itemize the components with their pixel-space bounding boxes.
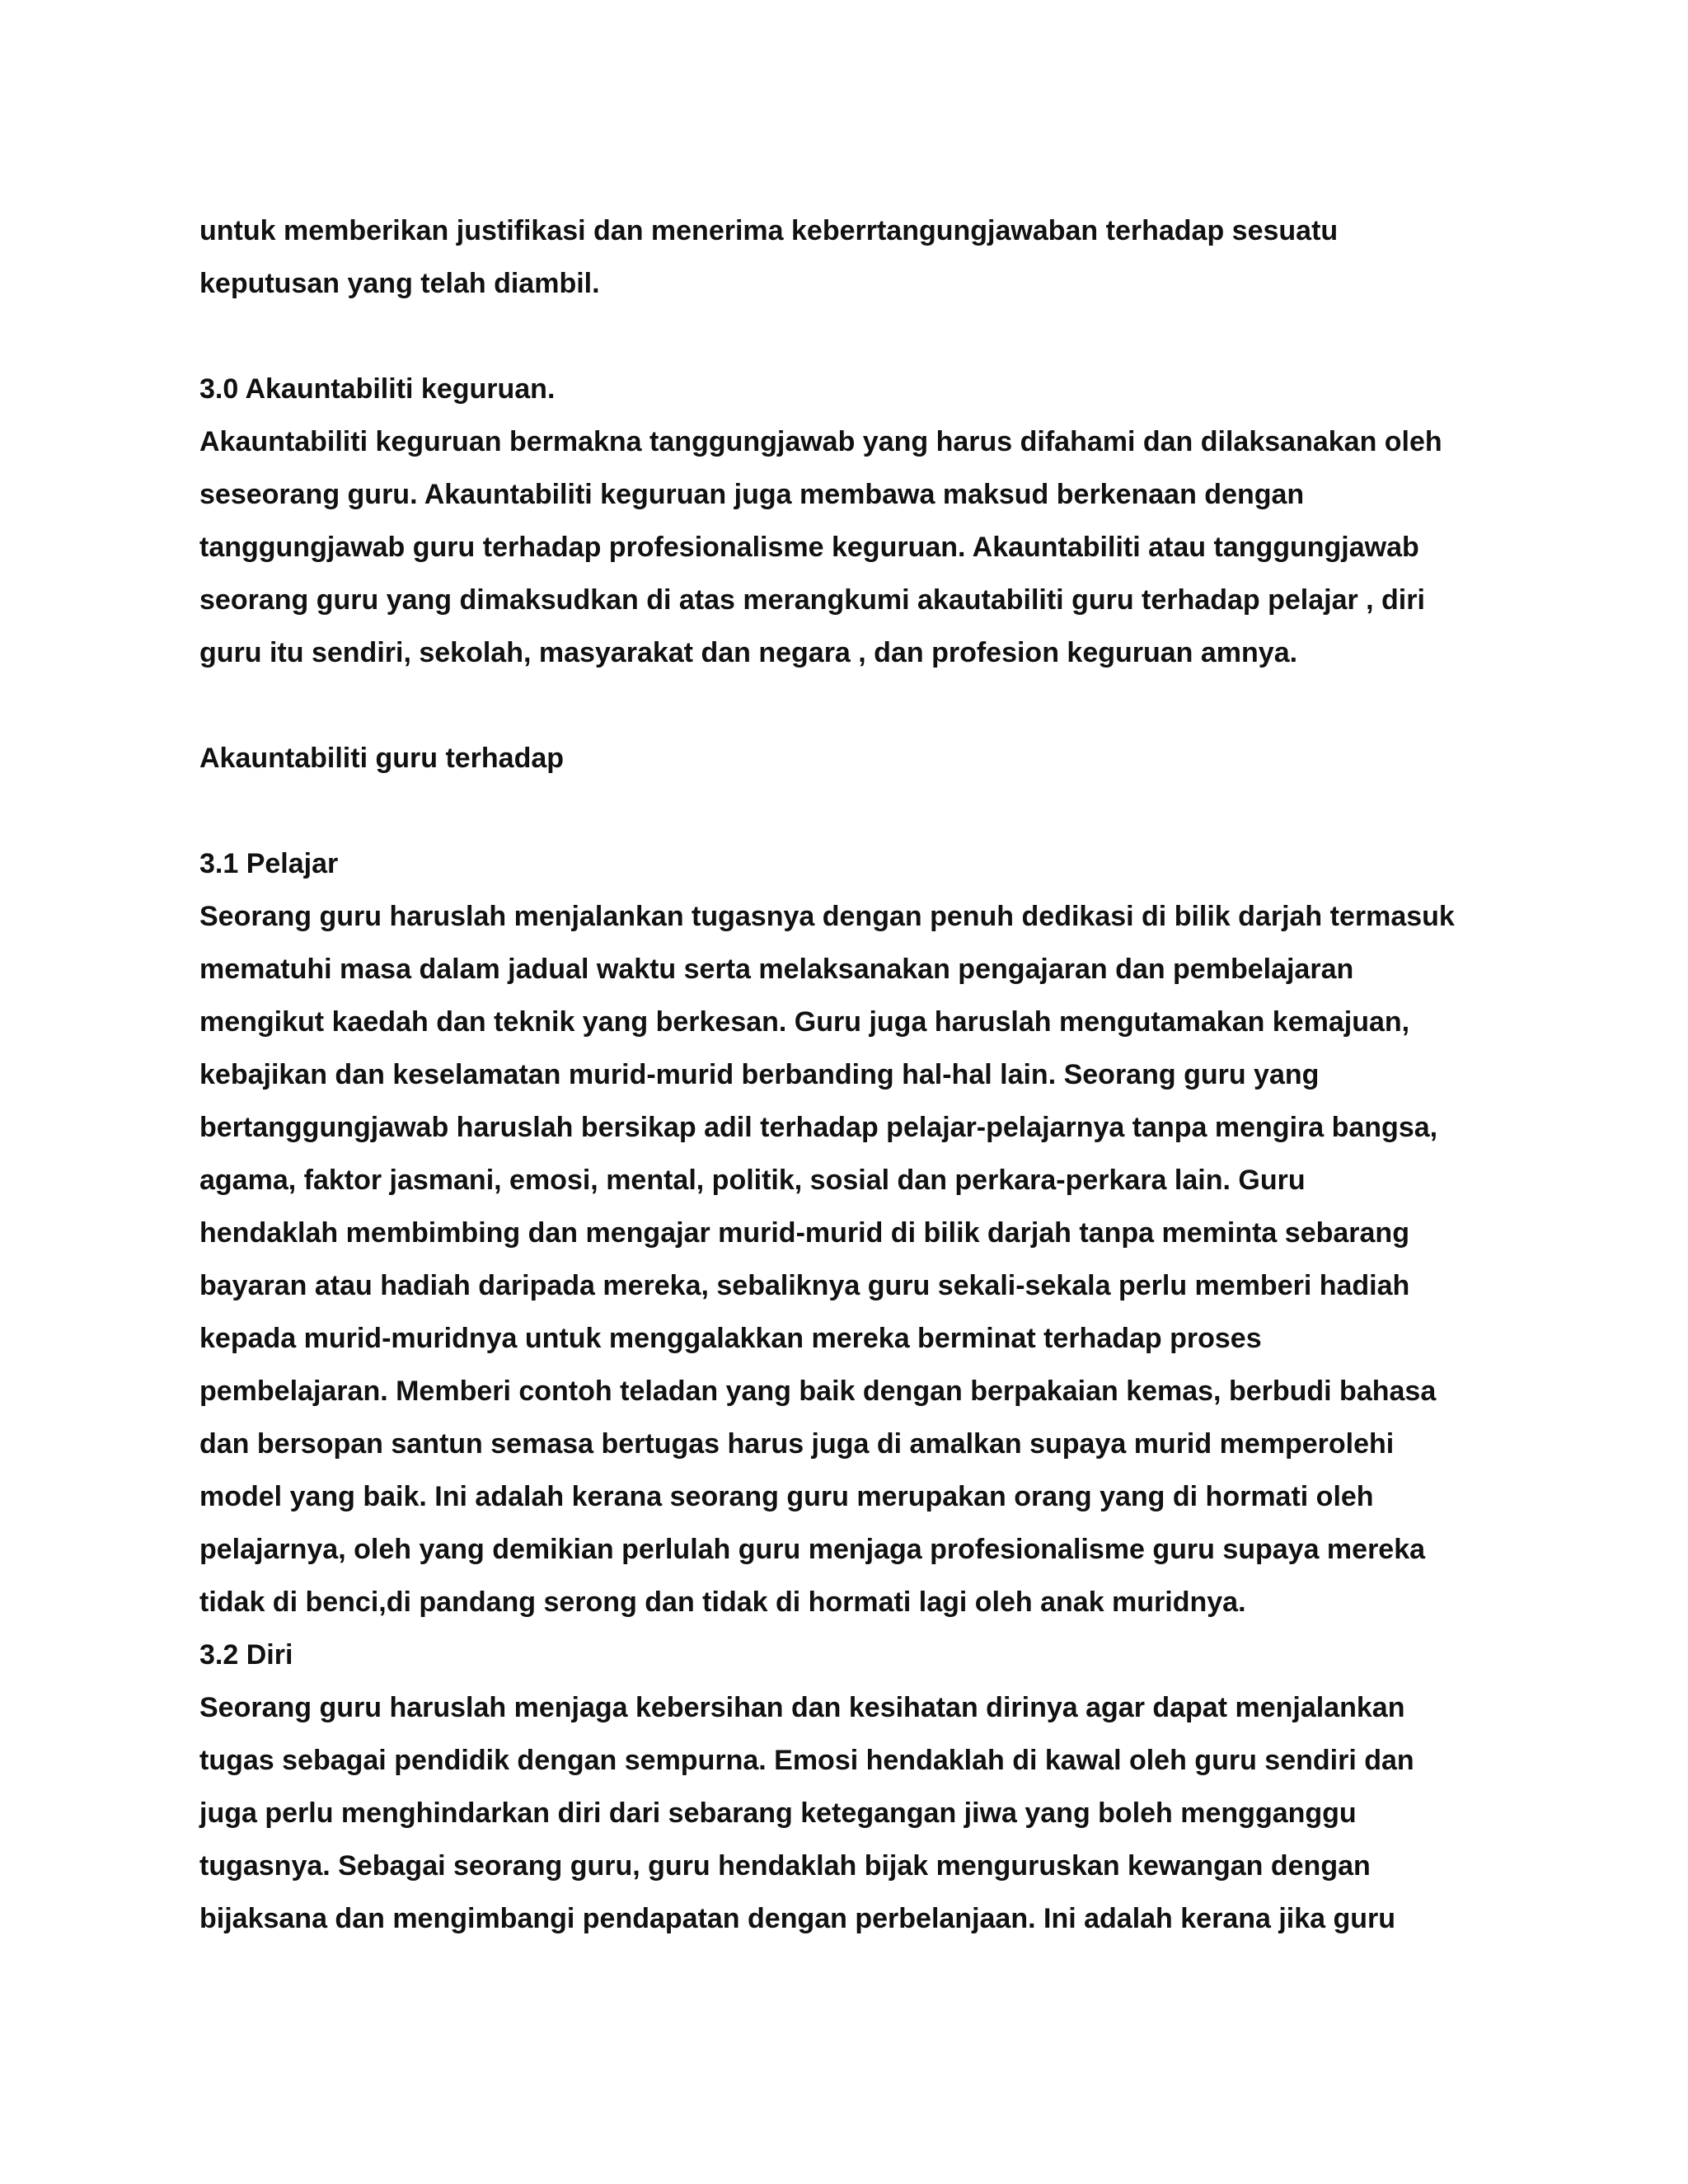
section-3-0 [199,363,1502,679]
paragraph-spacer [199,679,1502,732]
subheading: Akauntabiliti guru terhadap [199,743,565,774]
text-line: untuk memberikan justifikasi dan menerima keberrtangungjawaban terhadap sesuatu [199,215,1339,246]
text-line: bayaran atau hadiah daripada mereka, sebaliknya guru sekali-sekala perlu memberi hadiah [199,1270,1410,1301]
text-line: seorang guru yang dimaksudkan di atas merangkumi akautabiliti guru terhadap pelajar , diri [199,584,1425,616]
text-line: dan bersopan santun semasa bertugas harus juga di amalkan supaya murid memperolehi [199,1428,1395,1460]
text-line: pembelajaran. Memberi contoh teladan yang baik dengan berpakaian kemas, berbudi bahasa [199,1376,1437,1407]
text-line: kebajikan dan keselamatan murid-murid berbanding hal-hal lain. Seorang guru yang [199,1059,1320,1090]
text-line: juga perlu menghindarkan diri dari sebarang ketegangan jiwa yang boleh mengganggu [199,1797,1357,1829]
text-line: bijaksana dan mengimbangi pendapatan dengan perbelanjaan. Ini adalah kerana jika guru [199,1903,1396,1934]
text-line: tugas sebagai pendidik dengan sempurna. Emosi hendaklah di kawal oleh guru sendiri dan [199,1745,1414,1776]
text-line: guru itu sendiri, sekolah, masyarakat dan negara , dan profesion keguruan amnya. [199,637,1298,668]
text-line: seseorang guru. Akauntabiliti keguruan juga membawa maksud berkenaan dengan [199,479,1305,510]
text-line: model yang baik. Ini adalah kerana seorang guru merupakan orang yang di hormati oleh [199,1481,1374,1512]
text-line: tanggungjawab guru terhadap profesionalisme keguruan. Akauntabiliti atau tanggungjawab [199,532,1419,563]
section-3-2 [199,1629,1502,1945]
text-line: hendaklah membimbing dan mengajar murid-murid di bilik darjah tanpa meminta sebarang [199,1217,1409,1249]
section-heading: 3.2 Diri [199,1639,293,1671]
text-line: keputusan yang telah diambil. [199,268,600,299]
text-line: agama, faktor jasmani, emosi, mental, politik, sosial dan perkara-perkara lain. Guru [199,1165,1306,1196]
section-heading: 3.1 Pelajar [199,848,339,879]
text-line: Seorang guru haruslah menjalankan tugasnya dengan penuh dedikasi di bilik darjah termasuk [199,901,1455,932]
text-line: mengikut kaedah dan teknik yang berkesan. Guru juga haruslah mengutamakan kemajuan, [199,1006,1410,1038]
text-line: Akauntabiliti keguruan bermakna tanggungjawab yang harus difahami dan dilaksanakan oleh [199,426,1442,457]
paragraph-spacer [199,310,1502,363]
text-line: kepada murid-muridnya untuk menggalakkan mereka berminat terhadap proses [199,1323,1262,1354]
text-line: Seorang guru haruslah menjaga kebersihan dan kesihatan dirinya agar dapat menjalankan [199,1692,1405,1723]
paragraph-spacer [199,785,1502,837]
text-line: mematuhi masa dalam jadual waktu serta melaksanakan pengajaran dan pembelajaran [199,954,1354,985]
text-line: tugasnya. Sebagai seorang guru, guru hendaklah bijak menguruskan kewangan dengan [199,1850,1371,1882]
section-3-1 [199,837,1502,1629]
document-body [199,204,1502,1945]
intro-paragraph [199,204,1502,310]
section-heading: 3.0 Akauntabiliti keguruan. [199,373,556,405]
text-line: pelajarnya, oleh yang demikian perlulah guru menjaga profesionalisme guru supaya mereka [199,1534,1426,1565]
text-line: tidak di benci,di pandang serong dan tidak di hormati lagi oleh anak muridnya. [199,1586,1246,1618]
text-line: bertanggungjawab haruslah bersikap adil terhadap pelajar-pelajarnya tanpa mengira bangsa, [199,1112,1438,1143]
